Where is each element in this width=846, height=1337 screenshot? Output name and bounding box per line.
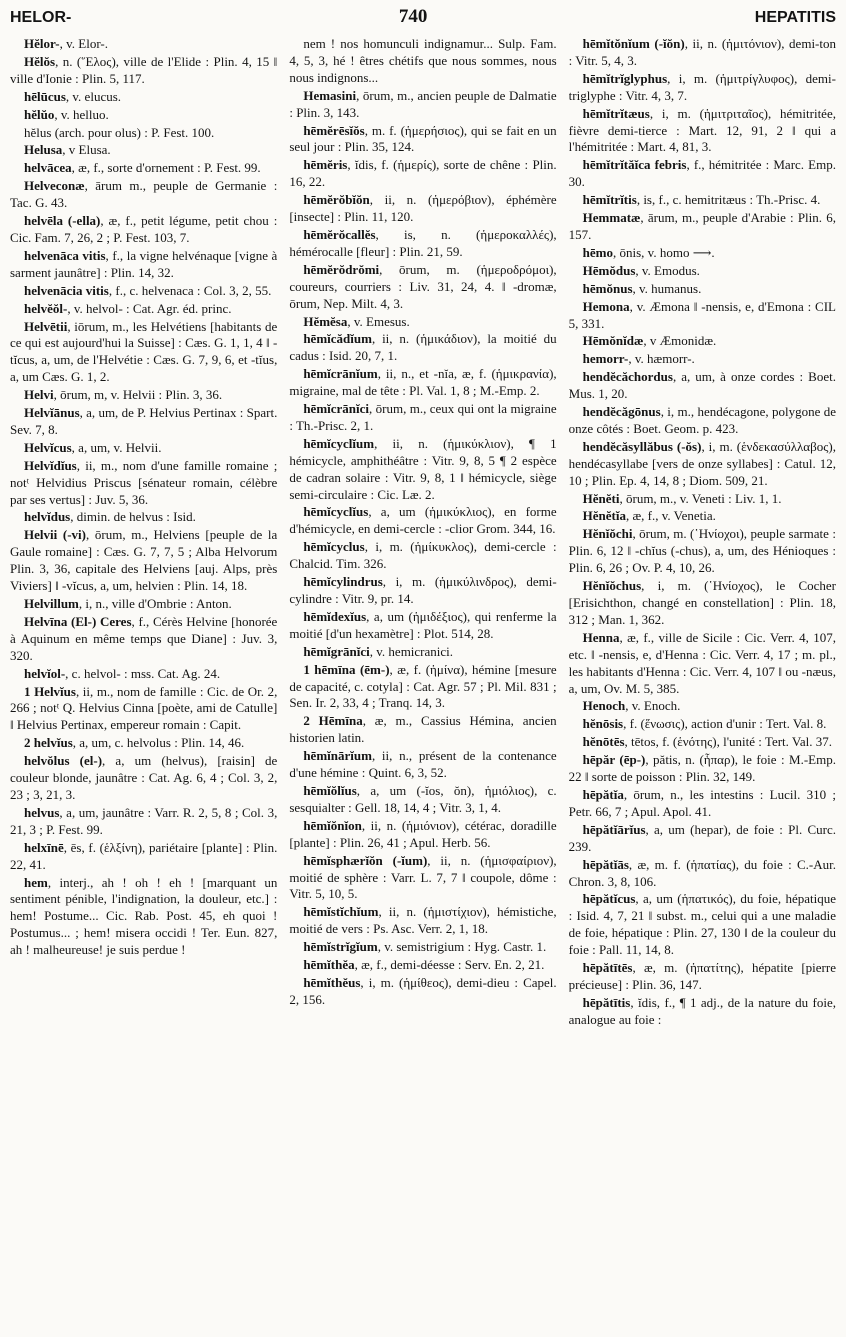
dictionary-entry: hēmĭnārĭum, ii, n., présent de la contenance d'une hémine : Quint. 6, 3, 52. — [289, 748, 557, 781]
dictionary-entry: Hēmŏdus, v. Emodus. — [582, 262, 700, 278]
dictionary-entry: helvenāca vitis, f., la vigne helvénaque [vigne à sarment jaunâtre] : Plin. 14, 32. — [10, 247, 278, 280]
column-2 — [289, 36, 556, 1326]
dictionary-entry: hēmĕrēsĭŏs, m. f. (ἡμερήσιος), qui se fait en un seul jour : Plin. 35, 124. — [289, 122, 557, 155]
header-left-guideword: HELOR- — [10, 9, 72, 26]
dictionary-entry: hēmĭcylindrus, i, m. (ἡμικύλινδρος), demi-cylindre : Vitr. 9, pr. 14. — [289, 574, 557, 606]
dictionary-entry: hēmĭstrĭgĭum, v. semistrigium : Hyg. Castr. 1. — [303, 939, 547, 955]
dictionary-entry: Hemona, v. Æmona ‖ -nensis, e, d'Emona : CIL 5, 331. — [568, 298, 836, 331]
dictionary-entry: hēmĭcyclĭum, ii, n. (ἡμικύκλιον), ¶ 1 hémicycle, amphithéâtre : Vitr. 9, 8, 5 ¶ 2 espèce de cadran solaire : Vitr. 9, 8, 1 ‖ hémicycle, siège semi-circulaire : Cic. Læ. 2. — [289, 435, 557, 502]
dictionary-entry: hendĕcăchordus, a, um, à onze cordes : Boet. Mus. 1, 20. — [568, 369, 836, 402]
dictionary-entry: hēpătītis, ĭdis, f., ¶ 1 adj., de la nature du foie, analogue au foie : — [568, 994, 836, 1027]
dictionary-entry: hēmĭcyclus, i, m. (ἡμίκυκλος), demi-cercle : Chalcid. Tim. 326. — [289, 539, 557, 572]
dictionary-entry: hēmĕrŏcallĕs, is, n. (ἡμεροκαλλές), hémérocalle [fleur] : Plin. 21, 59. — [289, 226, 557, 259]
dictionary-entry: Hēmŏnĭdæ, v Æmonidæ. — [582, 333, 717, 349]
dictionary-entry: hēmĭtŏnĭum (-ĭŏn), ii, n. (ἡμιτόνιον), demi-ton : Vitr. 5, 4, 3. — [568, 36, 836, 68]
dictionary-entry: hēmŏnus, v. humanus. — [582, 280, 702, 296]
dictionary-entry: hēmĭtrĭtæus, i, m. (ἡμιτριταῖος), hémitritée, fièvre demi-tierce : Mart. 12, 91, 2 ‖ qui a l'hémitritée : Mart. 4, 81, 3. — [568, 105, 836, 155]
dictionary-entry: helvĕŏl-, v. helvol- : Cat. Agr. éd. princ. — [24, 300, 232, 316]
dictionary-entry: hendĕcăgōnus, i, m., hendécagone, polygone de onze côtés : Boet. Geom. p. 423. — [568, 404, 836, 436]
dictionary-entry: hem, interj., ah ! oh ! eh ! [marquant un sentiment pénible, l'indignation, la douleur, etc.] : hem! Postume... Cic. Rab. Post. 45, eh quoi ! Postumus... ; hem! misera occidi ! Ter. Eun. 827, ah ! malheureuse! je suis perdue ! — [10, 874, 278, 958]
dictionary-entry: Hĕlŏs, n. (῞Ελος), ville de l'Elide : Plin. 4, 15 ‖ ville d'Ionie : Plin. 5, 117. — [10, 53, 278, 86]
dictionary-entry: Hĕlor-, v. Elor-. — [24, 36, 108, 51]
dictionary-entry: hēpăr (ēp-), pătis, n. (ἧπαρ), le foie : M.-Emp. 22 ‖ sorte de poisson : Plin. 32, 149. — [568, 752, 836, 785]
dictionary-entry: nem ! nos homunculi indignamur... Sulp. Fam. 4, 5, 3, hé ! êtres chétifs que nous sommes, nous nous indignons... — [289, 36, 557, 85]
dictionary-entry: Helvīna (El-) Ceres, f., Cérès Helvine [honorée à Aquinum en même temps que Diane] : Juv. 3, 320. — [10, 613, 278, 663]
dictionary-entry: hēmĭŏlĭus, a, um (-ĭos, ŏn), ἡμιόλιος), c. sesquialter : Gell. 18, 14, 4 ; Vitr. 3, 1, 4. — [289, 782, 557, 815]
dictionary-entry: hēpătītēs, æ, m. (ἡπατίτης), hépatite [pierre précieuse] : Plin. 36, 147. — [568, 960, 836, 992]
dictionary-entry: hēmĭtrĭtăĭca febris, f., hémitritée : Marc. Emp. 30. — [568, 157, 836, 190]
dictionary-entry: Helvillum, i, n., ville d'Ombrie : Anton. — [24, 596, 232, 611]
dictionary-entry: hēlūcus, v. elucus. — [24, 88, 122, 104]
dictionary-entry: hēmĕrŏdrŏmi, ōrum, m. (ἡμεροδρόμοι), coureurs, courriers : Liv. 31, 24, 4. ‖ -dromæ, ōrum, Nep. Milt. 4, 3. — [289, 261, 557, 311]
dictionary-entry: Helvĭdĭus, ii, m., nom d'une famille romaine ; notᵗ Helvidius Priscus [sénateur romain, célèbre par ses vertus] : Juv. 5, 36. — [10, 457, 278, 507]
dictionary-entry: hēmo, ōnis, v. homo ⟶. — [582, 244, 715, 260]
dictionary-entry: hēmĭŏnĭon, ii, n. (ἡμιόνιον), cétérac, doradille [plante] : Plin. 26, 41 ; Apul. Herb. 56. — [289, 817, 557, 850]
running-header — [10, 6, 836, 36]
dictionary-entry: 1 Helvĭus, ii, m., nom de famille : Cic. de Or. 2, 266 ; notᵗ Q. Helvius Cinna [poète, ami de Catulle] ‖ Helvius Pertinax, empereur romain : Capit. — [10, 683, 278, 733]
dictionary-entry: helvenācia vitis, f., c. helvenaca : Col. 3, 2, 55. — [24, 282, 272, 298]
dictionary-entry: Henoch, v. Enoch. — [582, 698, 681, 714]
dictionary-entry: Hĕnĭŏchi, ōrum, m. (῾Ηνίοχοι), peuple sarmate : Plin. 6, 12 ‖ -chĭus (-chus), a, um, des Hénioques : Plin. 6, 26 ; Ov. P. 4, 10, 26. — [568, 526, 836, 576]
dictionary-entry: 1 hēmīna (ēm-), æ, f. (ἡμίνα), hémine [mesure de capacité, c. cotyla] : Cat. Agr. 57 ; Pl. Mil. 831 ; Sen. Ir. 2, 33, 4 ; Tranq. 14, 3. — [289, 661, 557, 711]
dictionary-entry: hēmĭcrānĭci, ōrum, m., ceux qui ont la migraine : Th.-Prisc. 2, 1. — [289, 401, 557, 433]
dictionary-entry: hēpătĭa, ōrum, n., les intestins : Lucil. 310 ; Petr. 66, 7 ; Apul. Apol. 41. — [568, 786, 836, 819]
dictionary-entry: hĕnōsis, f. (ἕνωσις), action d'unir : Tert. Val. 8. — [582, 716, 827, 732]
dictionary-entry: hĕlŭo, v. helluo. — [24, 106, 109, 122]
dictionary-entry: hēmĭgrānĭci, v. hemicranici. — [303, 643, 454, 659]
header-right-guideword: HEPATITIS — [754, 9, 836, 26]
dictionary-entry: helvēla (-ella), æ, f., petit légume, petit chou : Cic. Fam. 7, 26, 2 ; P. Fest. 103, 7. — [10, 213, 278, 245]
dictionary-entry: hēmĭthĕa, æ, f., demi-déesse : Serv. En. 2, 21. — [303, 957, 545, 973]
dictionary-entry: Helvĭcus, a, um, v. Helvii. — [24, 439, 162, 455]
dictionary-entry: Hĕnĕti, ōrum, m., v. Veneti : Liv. 1, 1. — [582, 490, 782, 506]
dictionary-entry: hēmĭstĭchĭum, ii, n. (ἡμιστίχιον), hémistiche, moitié de vers : Ps. Asc. Verr. 2, 1, 18. — [289, 904, 557, 937]
dictionary-entry: hēmĕris, ĭdis, f. (ἡμερίς), sorte de chêne : Plin. 16, 22. — [289, 157, 557, 190]
dictionary-entry: hēmĭcădĭum, ii, n. (ἡμικάδιον), la moitié du cadus : Isid. 20, 7, 1. — [289, 331, 557, 364]
column-3 — [569, 36, 836, 1326]
column-1 — [10, 36, 277, 1326]
dictionary-entry: Hĕmĕsa, v. Emesus. — [303, 313, 410, 329]
dictionary-entry: Hemmatæ, ārum, m., peuple d'Arabie : Plin. 6, 157. — [568, 210, 836, 242]
dictionary-entry: Helvētii, iōrum, m., les Helvétiens [habitants de ce qui est aujourd'hui la Suisse] : Cæs. G. 1, 1, 4 ‖ -tĭcus, a, um, de l'Helvétie : Cæs. G. 7, 9, 6, et -tĭus, a, um Cæs. G. 1, 2. — [10, 318, 278, 385]
dictionary-entry: hĕnōtēs, tētos, f. (ἑνότης), l'unité : Tert. Val. 37. — [582, 734, 833, 750]
dictionary-entry: hēmĭtrĭtis, is, f., c. hemitritæus : Th.-Prisc. 4. — [582, 192, 821, 208]
dictionary-entry: hĕlus (arch. pour olus) : P. Fest. 100. — [24, 124, 215, 140]
dictionary-entry: Hemasini, ōrum, m., ancien peuple de Dalmatie : Plin. 3, 143. — [289, 87, 557, 120]
dictionary-entry: hemorr-, v. hæmorr-. — [582, 351, 695, 367]
dictionary-entry: Helvi, ōrum, m, v. Helvii : Plin. 3, 36. — [24, 387, 223, 403]
dictionary-entry: Helvĭānus, a, um, de P. Helvius Pertinax : Spart. Sev. 7, 8. — [10, 405, 278, 437]
dictionary-entry: hēmĭcrānĭum, ii, n., et -nĭa, æ, f. (ἡμικρανία), migraine, mal de tête : Pl. Val. 1, 8 ; M.-Emp. 2. — [289, 366, 557, 399]
dictionary-entry: hēpătĭārĭus, a, um (hepar), de foie : Pl. Curc. 239. — [568, 821, 836, 854]
dictionary-entry: Hĕnĕtĭa, æ, f., v. Venetia. — [582, 508, 716, 524]
dictionary-entry: Helusa, v Elusa. — [24, 142, 111, 158]
dictionary-entry: hēmĕrŏbĭŏn, ii, n. (ἡμερόβιον), éphémère [insecte] : Plin. 11, 120. — [289, 192, 557, 225]
dictionary-entry: hēmĭcyclĭus, a, um (ἡμικύκλιος), en forme d'hémicycle, en demi-cercle : -clior Grom. 344, 16. — [289, 504, 557, 537]
dictionary-entry: hēpătĭcus, a, um (ἡπατικός), du foie, hépatique : Isid. 4, 7, 21 ‖ subst. m., celui qui a une maladie de foie, hépatique : Plin. 27, 130 ‖ de la couleur du foie : Pall. 11, 14, 8. — [568, 891, 836, 958]
dictionary-entry: hēmĭtrĭglyphus, i, m. (ἡμιτρίγλυφος), demi-triglyphe : Vitr. 4, 3, 7. — [568, 70, 836, 103]
dictionary-entry: Helveconæ, ārum m., peuple de Germanie : Tac. G. 43. — [10, 178, 278, 211]
dictionary-entry: hēpătĭās, æ, m. f. (ἡπατίας), du foie : C.-Aur. Chron. 3, 8, 106. — [568, 856, 836, 889]
page-number: 740 — [398, 6, 428, 27]
dictionary-entry: Hĕnĭŏchus, i, m. (῾Ηνίοχος), le Cocher [Erisichthon, changé en constellation] : Plin. 18, 312 ; Man. 1, 362. — [568, 578, 836, 627]
dictionary-entry: hēmĭdexĭus, a, um (ἡμιδέξιος), qui renferme la moitié [d'un hexamètre] : Plot. 514, 28. — [289, 608, 557, 641]
dictionary-entry: hendĕcăsyllăbus (-ŏs), i, m. (ἑνδεκασύλλαβος), hendécasyllabe [vers de onze syllabes] : Catul. 12, 10 ; Plin. Ep. 4, 14, 8 ; Diom. 509, 21. — [568, 438, 836, 488]
dictionary-entry: helvus, a, um, jaunâtre : Varr. R. 2, 5, 8 ; Col. 3, 21, 3 ; P. Fest. 99. — [10, 804, 278, 837]
dictionary-entry: helxīnē, ēs, f. (ἑλξίνη), pariétaire [plante] : Plin. 22, 41. — [10, 839, 278, 872]
dictionary-entry: 2 Hēmīna, æ, m., Cassius Hémina, ancien historien latin. — [289, 713, 557, 746]
dictionary-entry: helvācea, æ, f., sorte d'ornement : P. Fest. 99. — [24, 160, 261, 176]
dictionary-entry: helvĭol-, c. helvol- : mss. Cat. Ag. 24. — [24, 665, 221, 681]
dictionary-entry: helvĭdus, dimin. de helvus : Isid. — [24, 509, 196, 525]
dictionary-entry: 2 helvĭus, a, um, c. helvolus : Plin. 14, 46. — [24, 735, 245, 751]
dictionary-entry: Helvii (-vi), ōrum, m., Helviens [peuple de la Gaule romaine] : Cæs. G. 7, 7, 5 ; Alba Helvorum Plin. 3, 36, capitale des Helviens [auj. Alps, près Viviers] ‖ -vĭcus, a, um, helvien : Plin. 14, 18. — [10, 527, 278, 594]
dictionary-entry: Henna, æ, f., ville de Sicile : Cic. Verr. 4, 107, etc. ‖ -nensis, e, d'Henna : Cic. Verr. 4, 17 ; m. pl., les habitants d'Henna : Cic. Verr. 4, 107 ‖ ou -næus, a, um, Ov. M. 5, 385. — [568, 629, 836, 696]
entry-columns — [10, 36, 836, 1326]
dictionary-entry: helvŏlus (el-), a, um (helvus), [raisin] de couleur blonde, jaunâtre : Cat. Ag. 6, 4 ; Col. 3, 2, 23 ; 3, 21, 3. — [10, 753, 278, 802]
dictionary-entry: hēmĭthĕus, i, m. (ἡμίθεος), demi-dieu : Capel. 2, 156. — [289, 974, 557, 1007]
dictionary-entry: hēmĭsphærĭŏn (-ĭum), ii, n. (ἡμισφαίριον), moitié de sphère : Varr. L. 7, 7 ‖ coupole, dôme : Vitr. 5, 10, 5. — [289, 852, 557, 902]
